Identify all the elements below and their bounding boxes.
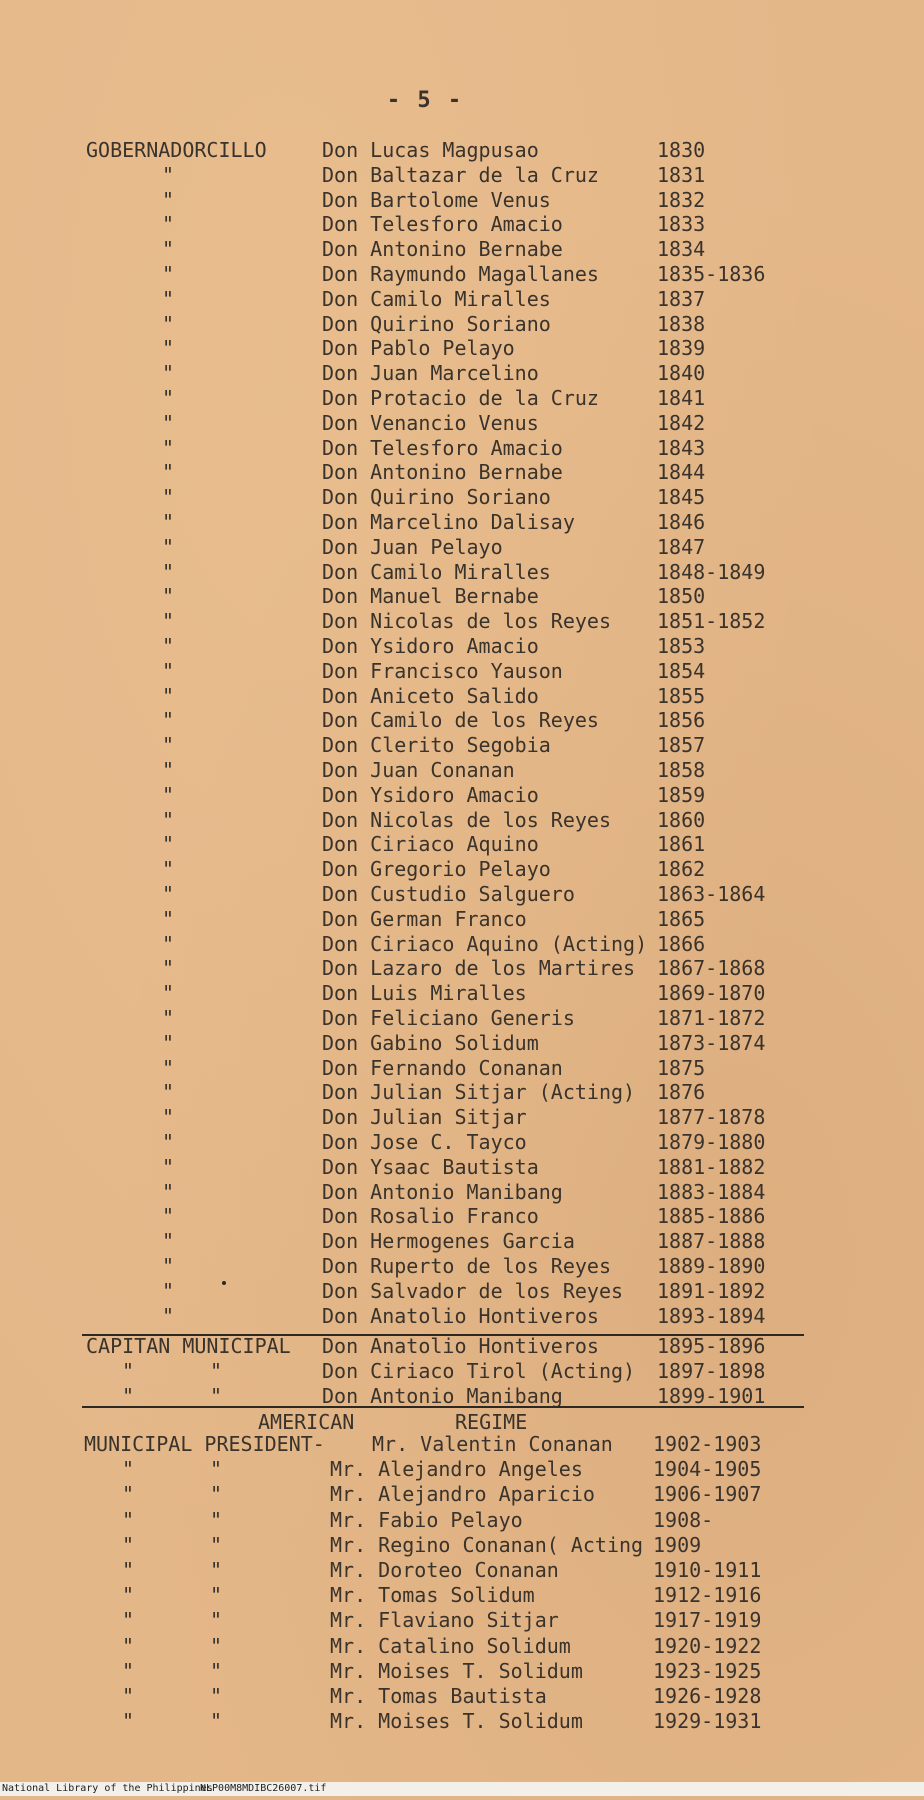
official-name: Mr. Catalino Solidum (330, 1633, 571, 1658)
term-years: 1840 (657, 361, 706, 386)
table-row (0, 1359, 924, 1384)
term-years: 1856 (657, 708, 706, 733)
page-number: - 5 - (386, 88, 464, 113)
table-row (0, 1279, 924, 1304)
official-name: Don Julian Sitjar (Acting) (322, 1080, 636, 1105)
official-name: Mr. Flaviano Sitjar (330, 1608, 559, 1633)
official-name: Don Baltazar de la Cruz (322, 162, 599, 187)
ditto-mark: " (210, 1558, 223, 1582)
ditto-mark: " (162, 336, 175, 361)
official-name: Don Marcelino Dalisay (322, 510, 575, 534)
ditto-mark: " (210, 1359, 223, 1383)
term-years: 1845 (657, 485, 706, 510)
ditto-mark: " (122, 1507, 135, 1532)
ditto-mark: " (122, 1658, 135, 1683)
ditto-mark: " (210, 1658, 223, 1683)
term-years: 1881-1882 (657, 1154, 766, 1179)
table-row (0, 783, 924, 808)
ink-speck (222, 1281, 226, 1285)
table-row (0, 1457, 924, 1482)
term-years: 1833 (657, 212, 706, 237)
ditto-mark: " (162, 559, 175, 584)
term-years: 1910-1911 (653, 1558, 762, 1582)
table-row (0, 312, 924, 337)
term-years: 1920-1922 (653, 1633, 762, 1658)
official-name: Don German Franco (322, 906, 527, 931)
term-years: 1867-1868 (657, 956, 766, 981)
ditto-mark: " (162, 956, 175, 981)
official-name: Don Antonino Bernabe (322, 237, 563, 262)
table-row (0, 1229, 924, 1254)
table-row (0, 1608, 924, 1633)
table-row (0, 609, 924, 634)
ditto-mark: " (122, 1633, 135, 1658)
ditto-mark: " (162, 609, 175, 634)
table-row (0, 336, 924, 361)
term-years: 1850 (657, 584, 706, 609)
term-years: 1895-1896 (657, 1334, 766, 1358)
term-years: 1866 (657, 931, 706, 956)
table-row (0, 485, 924, 510)
table-row (0, 1558, 924, 1583)
ditto-mark: " (162, 683, 175, 708)
ditto-mark: " (162, 237, 175, 262)
term-years: 1912-1916 (653, 1583, 762, 1608)
term-years: 1841 (657, 386, 706, 410)
ditto-mark: " (210, 1583, 223, 1608)
official-name: Don Salvador de los Reyes (322, 1278, 624, 1303)
official-name: Don Hermogenes Garcia (322, 1229, 575, 1254)
ditto-mark: " (162, 1080, 175, 1105)
term-years: 1908- (653, 1507, 714, 1532)
official-name: Don Ysidoro Amacio (322, 634, 539, 658)
official-name: Don Antonio Manibang (322, 1384, 563, 1408)
ditto-mark: " (162, 1179, 175, 1204)
official-name: Don Jose C. Tayco (322, 1130, 527, 1154)
table-row (0, 684, 924, 709)
official-name: Don Bartolome Venus (322, 187, 551, 212)
ditto-mark: " (162, 286, 175, 311)
official-name: Mr. Alejandro Angeles (330, 1457, 583, 1482)
official-name: Mr. Doroteo Conanan (330, 1558, 559, 1582)
table-row (0, 436, 924, 461)
ditto-mark: " (162, 311, 175, 336)
ditto-mark: " (162, 733, 175, 758)
table-row (0, 1508, 924, 1533)
official-name: Don Ruperto de los Reyes (322, 1254, 611, 1278)
table-row (0, 708, 924, 733)
table-row (0, 386, 924, 411)
term-years: 1860 (657, 807, 706, 832)
ditto-mark: " (162, 1278, 175, 1303)
official-name: Mr. Moises T. Solidum (330, 1709, 583, 1734)
term-years: 1899-1901 (657, 1384, 766, 1408)
ditto-mark: " (122, 1558, 135, 1582)
ditto-mark: " (162, 386, 175, 410)
ditto-mark: " (162, 931, 175, 956)
term-years: 1837 (657, 286, 706, 311)
official-name: Don Juan Marcelino (322, 361, 539, 386)
scan-footer (0, 1782, 924, 1796)
table-row (0, 808, 924, 833)
table-row (0, 932, 924, 957)
term-years: 1902-1903 (653, 1432, 762, 1456)
table-row (0, 1659, 924, 1684)
official-name: Mr. Tomas Solidum (330, 1583, 535, 1608)
ditto-mark: " (162, 510, 175, 534)
ditto-mark: " (162, 1229, 175, 1254)
ditto-mark: " (122, 1532, 135, 1557)
table-row (0, 1155, 924, 1180)
official-name: Don Lucas Magpusao (322, 138, 539, 162)
official-name: Don Camilo Miralles (322, 559, 551, 584)
ditto-mark: " (162, 1006, 175, 1030)
official-name: Don Ciriaco Tirol (Acting) (322, 1359, 636, 1383)
ditto-mark: " (162, 361, 175, 386)
official-name: Don Francisco Yauson (322, 658, 563, 683)
ditto-mark: " (162, 584, 175, 609)
official-name: Don Juan Conanan (322, 758, 515, 782)
table-row (0, 1130, 924, 1155)
ditto-mark: " (162, 212, 175, 237)
ditto-mark: " (162, 658, 175, 683)
term-years: 1862 (657, 857, 706, 882)
official-name: Don Lazaro de los Martires (322, 956, 636, 981)
official-name: Don Aniceto Salido (322, 683, 539, 708)
table-row (0, 1204, 924, 1229)
table-row (0, 1583, 924, 1608)
table-row (0, 832, 924, 857)
ditto-mark: " (210, 1482, 223, 1507)
term-years: 1844 (657, 460, 706, 485)
ditto-mark: " (122, 1359, 135, 1383)
official-name: Mr. Valentin Conanan (372, 1432, 613, 1456)
regime-heading-left: AMERICAN (258, 1410, 355, 1434)
official-name: Don Custudio Salguero (322, 882, 575, 906)
official-name: Don Rosalio Franco (322, 1204, 539, 1229)
official-name: Don Protacio de la Cruz (322, 386, 599, 410)
term-years: 1846 (657, 510, 706, 534)
official-name: Don Clerito Segobia (322, 733, 551, 758)
table-row (0, 733, 924, 758)
table-row (0, 163, 924, 188)
ditto-mark: " (122, 1482, 135, 1507)
term-years: 1832 (657, 187, 706, 212)
ditto-mark: " (162, 262, 175, 286)
term-years: 1893-1894 (657, 1303, 766, 1328)
term-years: 1909 (653, 1532, 702, 1557)
ditto-mark: " (162, 782, 175, 807)
official-name: Don Juan Pelayo (322, 534, 503, 559)
table-row (0, 510, 924, 535)
table-row (0, 237, 924, 262)
official-name: Don Gregorio Pelayo (322, 857, 551, 882)
official-name: Don Anatolio Hontiveros (322, 1303, 599, 1328)
ditto-mark: " (122, 1583, 135, 1608)
ditto-mark: " (162, 187, 175, 212)
term-years: 1851-1852 (657, 609, 766, 634)
ditto-mark: " (162, 485, 175, 510)
office-title: MUNICIPAL PRESIDENT- (84, 1432, 325, 1456)
table-row (0, 634, 924, 659)
ditto-mark: " (122, 1709, 135, 1734)
table-row (0, 758, 924, 783)
table-row (0, 882, 924, 907)
official-name: Don Anatolio Hontiveros (322, 1334, 599, 1358)
official-name: Don Feliciano Generis (322, 1006, 575, 1030)
term-years: 1865 (657, 906, 706, 931)
table-row (0, 1334, 924, 1359)
term-years: 1847 (657, 534, 706, 559)
table-row (0, 535, 924, 560)
term-years: 1859 (657, 782, 706, 807)
table-row (0, 138, 924, 163)
official-name: Don Telesforo Amacio (322, 212, 563, 237)
footer-library: National Library of the Philippines (2, 1783, 213, 1794)
term-years: 1887-1888 (657, 1229, 766, 1254)
term-years: 1839 (657, 336, 706, 361)
official-name: Mr. Moises T. Solidum (330, 1658, 583, 1683)
ditto-mark: " (210, 1633, 223, 1658)
ditto-mark: " (162, 807, 175, 832)
ditto-mark: " (210, 1532, 223, 1557)
table-row (0, 1684, 924, 1709)
term-years: 1853 (657, 634, 706, 658)
ditto-mark: " (162, 882, 175, 906)
official-name: Don Quirino Soriano (322, 311, 551, 336)
table-row (0, 188, 924, 213)
term-years: 1838 (657, 311, 706, 336)
term-years: 1873-1874 (657, 1030, 766, 1055)
table-row (0, 1031, 924, 1056)
table-row (0, 212, 924, 237)
official-name: Don Telesforo Amacio (322, 435, 563, 460)
term-years: 1834 (657, 237, 706, 262)
term-years: 1877-1878 (657, 1105, 766, 1130)
ditto-mark: " (162, 162, 175, 187)
ditto-mark: " (210, 1608, 223, 1633)
table-row (0, 1482, 924, 1507)
term-years: 1854 (657, 658, 706, 683)
office-title: GOBERNADORCILLO (86, 138, 267, 162)
table-row (0, 411, 924, 436)
official-name: Don Ciriaco Aquino (Acting) (322, 931, 648, 956)
ditto-mark: " (122, 1608, 135, 1633)
term-years: 1929-1931 (653, 1709, 762, 1734)
term-years: 1831 (657, 162, 706, 187)
term-years: 1858 (657, 758, 706, 782)
term-years: 1883-1884 (657, 1179, 766, 1204)
term-years: 1906-1907 (653, 1482, 762, 1507)
ditto-mark: " (210, 1384, 223, 1408)
ditto-mark: " (210, 1457, 223, 1482)
term-years: 1863-1864 (657, 882, 766, 906)
table-row (0, 460, 924, 485)
official-name: Don Venancio Venus (322, 410, 539, 435)
term-years: 1855 (657, 683, 706, 708)
table-row (0, 1304, 924, 1329)
ditto-mark: " (122, 1457, 135, 1482)
ditto-mark: " (162, 708, 175, 733)
official-name: Don Julian Sitjar (322, 1105, 527, 1130)
official-name: Don Nicolas de los Reyes (322, 609, 611, 634)
table-row (0, 584, 924, 609)
ditto-mark: " (162, 1204, 175, 1229)
ditto-mark: " (162, 1254, 175, 1278)
term-years: 1897-1898 (657, 1359, 766, 1383)
table-row (0, 1105, 924, 1130)
official-name: Mr. Regino Conanan( Acting (330, 1532, 644, 1557)
table-row (0, 981, 924, 1006)
ditto-mark: " (122, 1384, 135, 1408)
official-name: Don Manuel Bernabe (322, 584, 539, 609)
official-name: Don Ysidoro Amacio (322, 782, 539, 807)
official-name: Mr. Fabio Pelayo (330, 1507, 523, 1532)
official-name: Don Raymundo Magallanes (322, 262, 599, 286)
table-row (0, 1080, 924, 1105)
official-name: Mr. Tomas Bautista (330, 1684, 547, 1708)
table-row (0, 1006, 924, 1031)
ditto-mark: " (162, 758, 175, 782)
official-name: Don Luis Miralles (322, 981, 527, 1006)
official-name: Don Fernando Conanan (322, 1055, 563, 1080)
term-years: 1843 (657, 435, 706, 460)
term-years: 1904-1905 (653, 1457, 762, 1482)
table-row (0, 1180, 924, 1205)
table-row (0, 262, 924, 287)
table-row (0, 287, 924, 312)
footer-filename: NLP00M8MDIBC26007.tif (200, 1783, 327, 1794)
ditto-mark: " (162, 1130, 175, 1154)
official-name: Don Antonio Manibang (322, 1179, 563, 1204)
ditto-mark: " (162, 906, 175, 931)
official-name: Don Nicolas de los Reyes (322, 807, 611, 832)
term-years: 1923-1925 (653, 1658, 762, 1683)
term-years: 1857 (657, 733, 706, 758)
term-years: 1875 (657, 1055, 706, 1080)
term-years: 1889-1890 (657, 1254, 766, 1278)
term-years: 1869-1870 (657, 981, 766, 1006)
term-years: 1871-1872 (657, 1006, 766, 1030)
official-name: Don Camilo Miralles (322, 286, 551, 311)
official-name: Don Antonino Bernabe (322, 460, 563, 485)
term-years: 1876 (657, 1080, 706, 1105)
ditto-mark: " (122, 1684, 135, 1708)
official-name: Mr. Alejandro Aparicio (330, 1482, 595, 1507)
term-years: 1891-1892 (657, 1278, 766, 1303)
ditto-mark: " (162, 1303, 175, 1328)
ditto-mark: " (162, 1030, 175, 1055)
ditto-mark: " (162, 460, 175, 485)
table-row (0, 956, 924, 981)
official-name: Don Ysaac Bautista (322, 1154, 539, 1179)
table-row (0, 560, 924, 585)
table-row (0, 1432, 924, 1457)
term-years: 1835-1836 (657, 262, 766, 286)
term-years: 1861 (657, 832, 706, 857)
table-row (0, 1056, 924, 1081)
term-years: 1830 (657, 138, 706, 162)
ditto-mark: " (162, 410, 175, 435)
term-years: 1885-1886 (657, 1204, 766, 1229)
ditto-mark: " (162, 857, 175, 882)
term-years: 1917-1919 (653, 1608, 762, 1633)
term-years: 1879-1880 (657, 1130, 766, 1154)
term-years: 1848-1849 (657, 559, 766, 584)
official-name: Don Pablo Pelayo (322, 336, 515, 361)
ditto-mark: " (162, 435, 175, 460)
ditto-mark: " (162, 1154, 175, 1179)
term-years: 1926-1928 (653, 1684, 762, 1708)
ditto-mark: " (210, 1507, 223, 1532)
official-name: Don Ciriaco Aquino (322, 832, 539, 857)
table-row (0, 1634, 924, 1659)
section-divider (82, 1406, 804, 1408)
ditto-mark: " (162, 634, 175, 658)
ditto-mark: " (210, 1684, 223, 1708)
ditto-mark: " (162, 981, 175, 1006)
table-row (0, 361, 924, 386)
official-name: Don Camilo de los Reyes (322, 708, 599, 733)
ditto-mark: " (162, 832, 175, 857)
ditto-mark: " (162, 534, 175, 559)
table-row (0, 659, 924, 684)
office-title: CAPITAN MUNICIPAL (86, 1334, 291, 1358)
table-row (0, 907, 924, 932)
table-row (0, 857, 924, 882)
official-name: Don Gabino Solidum (322, 1030, 539, 1055)
regime-heading-right: REGIME (455, 1410, 528, 1434)
table-row (0, 1709, 924, 1734)
table-row (0, 1533, 924, 1558)
table-row (0, 1254, 924, 1279)
official-name: Don Quirino Soriano (322, 485, 551, 510)
term-years: 1842 (657, 410, 706, 435)
ditto-mark: " (162, 1055, 175, 1080)
ditto-mark: " (210, 1709, 223, 1734)
ditto-mark: " (162, 1105, 175, 1130)
